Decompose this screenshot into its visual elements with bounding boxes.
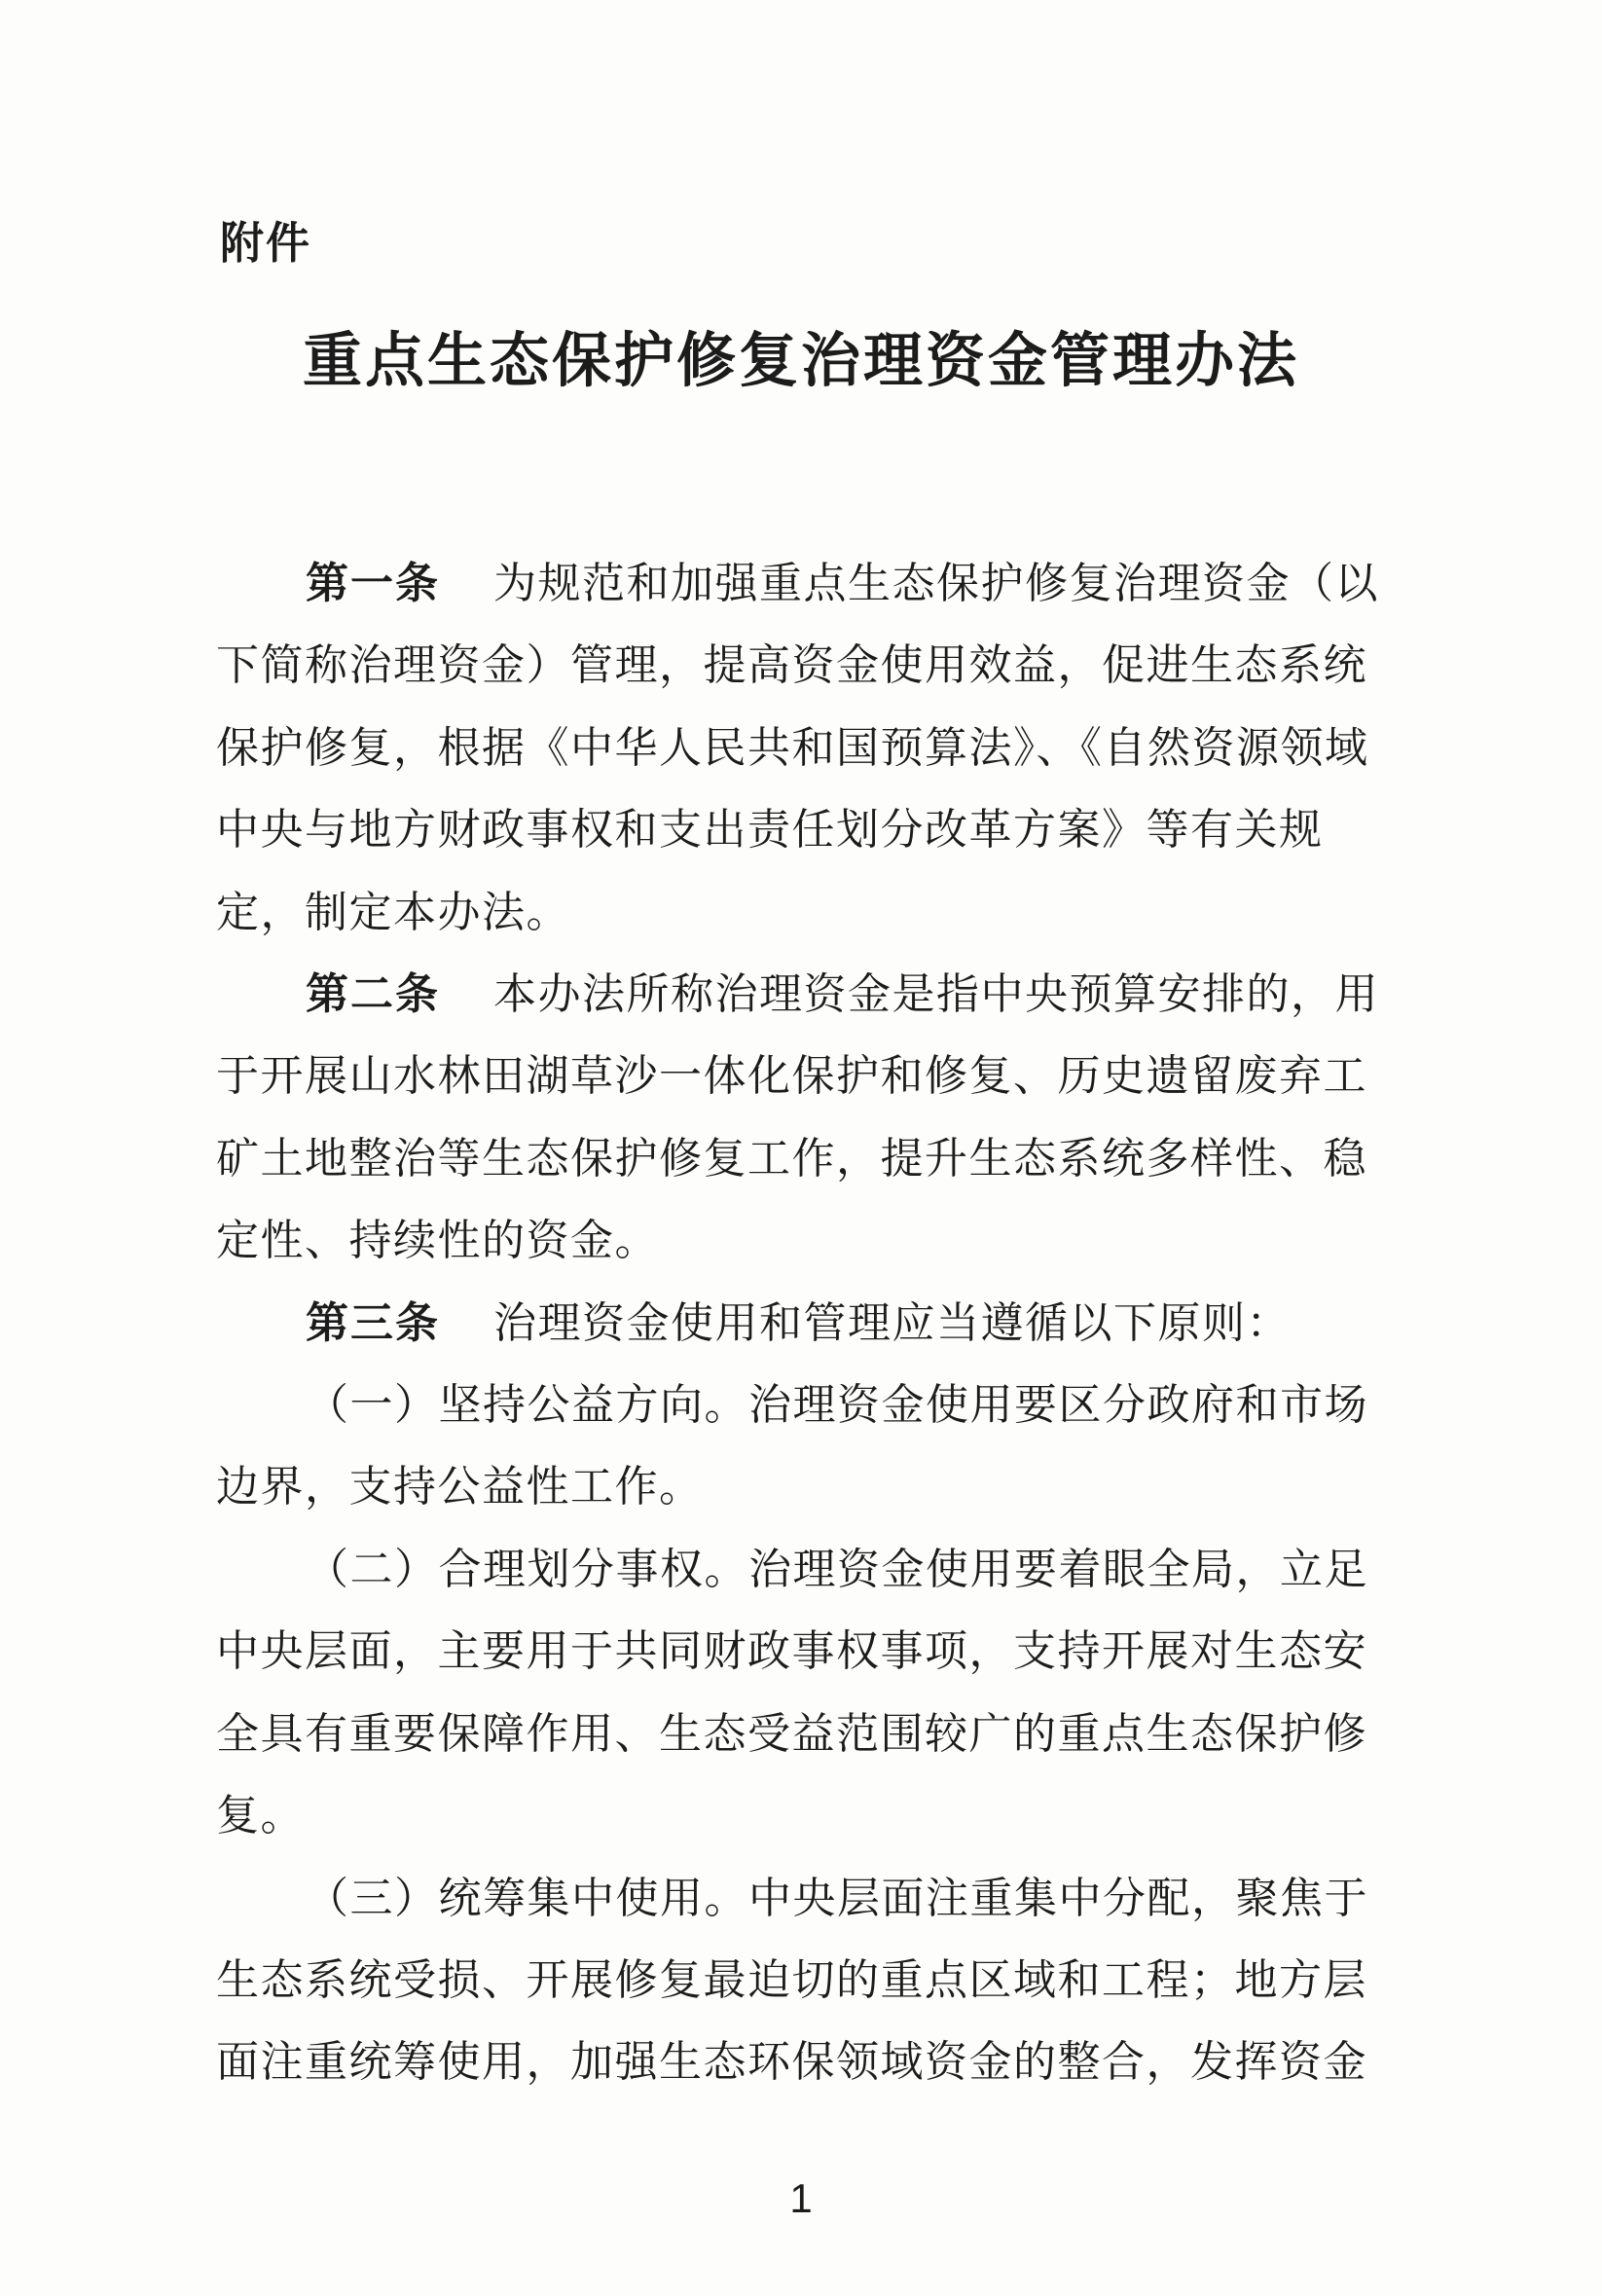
line-text: 于开展山水林田湖草沙一体化保护和修复、历史遗留废弃工 <box>216 1052 1367 1101</box>
text-line <box>216 1858 1374 1940</box>
line-text: 复。 <box>216 1792 305 1840</box>
text-line <box>216 1200 1374 1282</box>
line-text: （一）坚持公益方向。治理资金使用要区分政府和市场 <box>306 1381 1368 1430</box>
attachment-label: 附件 <box>220 218 312 268</box>
line-text: 保护修复，根据《中华人民共和国预算法》、《自然资源领域 <box>216 723 1369 772</box>
page-number: 1 <box>789 2175 813 2221</box>
text-line <box>216 872 1374 954</box>
text-line <box>216 1940 1374 2022</box>
line-text: 本办法所称治理资金是指中央预算安排的，用 <box>493 970 1379 1019</box>
document-title: 重点生态保护修复治理资金管理办法 <box>302 329 1299 394</box>
article-number-label: 第二条 <box>306 970 440 1019</box>
text-line <box>216 1118 1374 1200</box>
document-body <box>216 543 1379 2104</box>
line-text: （三）统筹集中使用。中央层面注重集中分配，聚焦于 <box>306 1874 1368 1922</box>
article-number-label: 第三条 <box>306 1298 440 1347</box>
text-line <box>216 2022 1374 2103</box>
line-text: （二）合理划分事权。治理资金使用要着眼全局，立足 <box>306 1545 1368 1593</box>
text-line <box>216 625 1374 707</box>
text-line <box>216 1283 1374 1365</box>
line-text: 治理资金使用和管理应当遵循以下原则： <box>493 1298 1291 1347</box>
line-text: 生态系统受损、开展修复最迫切的重点区域和工程；地方层 <box>216 1955 1367 2004</box>
text-line <box>216 1036 1374 1117</box>
text-line <box>216 708 1374 789</box>
line-text: 面注重统筹使用，加强生态环保领域资金的整合，发挥资金 <box>216 2038 1367 2087</box>
line-text: 矿土地整治等生态保护修复工作，提升生态系统多样性、稳 <box>216 1134 1367 1183</box>
text-line <box>216 543 1379 625</box>
text-line <box>216 1529 1374 1611</box>
text-line <box>216 1775 1374 1857</box>
line-text: 中央层面，主要用于共同财政事权事项，支持开展对生态安 <box>216 1627 1367 1676</box>
article-number-label: 第一条 <box>306 560 440 607</box>
text-line <box>216 789 1374 871</box>
text-line <box>216 1446 1374 1528</box>
text-line <box>216 954 1379 1036</box>
line-text: 下简称治理资金）管理，提高资金使用效益，促进生态系统 <box>216 641 1367 690</box>
line-text: 为规范和加强重点生态保护修复治理资金（以 <box>493 560 1379 607</box>
text-line <box>216 1611 1374 1693</box>
line-text: 定性、持续性的资金。 <box>216 1217 659 1265</box>
text-line <box>216 1365 1374 1446</box>
line-text: 全具有重要保障作用、生态受益范围较广的重点生态保护修 <box>216 1709 1367 1758</box>
line-text: 定，制定本办法。 <box>216 888 570 936</box>
line-text: 边界，支持公益性工作。 <box>216 1463 704 1512</box>
text-line <box>216 1694 1374 1775</box>
line-text: 中央与地方财政事权和支出责任划分改革方案》等有关规 <box>216 806 1324 855</box>
